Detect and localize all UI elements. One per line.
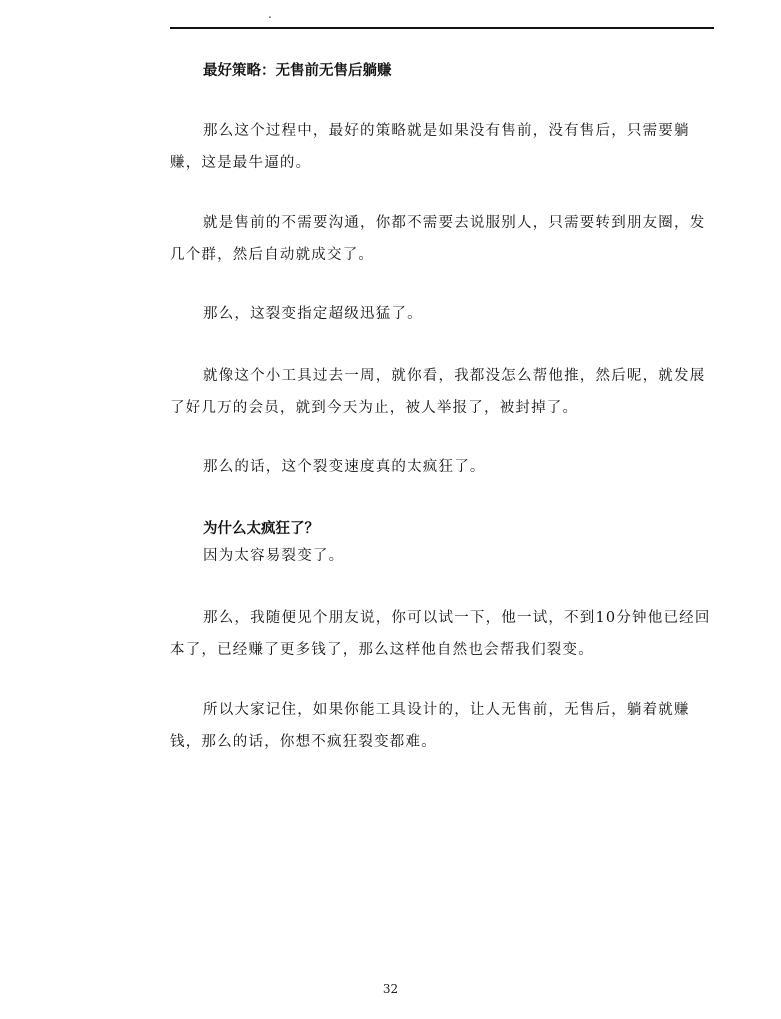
paragraph-8: 所以大家记住，如果你能工具设计的，让人无售前，无售后，躺着就赚钱，那么的话，你想不疯狂裂变都难。	[170, 702, 690, 750]
header-rule	[170, 27, 714, 29]
paragraph-6: 因为太容易裂变了。	[203, 548, 345, 564]
paragraph-2: 就是售前的不需要沟通，你都不需要去说服别人，只需要转到朋友圈，发几个群，然后自动就成交了。	[170, 215, 706, 263]
paragraph-1: 那么这个过程中，最好的策略就是如果没有售前，没有售后，只需要躺赚，这是最牛逼的。	[170, 123, 690, 171]
paragraph-3: 那么，这裂变指定超级迅猛了。	[203, 306, 423, 322]
paragraph-5: 那么的话，这个裂变速度真的太疯狂了。	[203, 459, 486, 475]
paragraph-4: 就像这个小工具过去一周，就你看，我都没怎么帮他推，然后呢，就发展了好几万的会员，就到今天为止，被人举报了，被封掉了。	[170, 368, 706, 416]
paragraph-7: 那么，我随便见个朋友说，你可以试一下，他一试，不到10分钟他已经回本了，已经赚了更多钱了，那么这样他自然也会帮我们裂变。	[170, 610, 711, 658]
header-mark: .	[268, 7, 272, 21]
section-heading-why-crazy: 为什么太疯狂了？	[203, 521, 319, 537]
page-number: 32	[382, 982, 399, 996]
section-heading-best-strategy: 最好策略：无售前无售后躺赚	[203, 63, 392, 79]
